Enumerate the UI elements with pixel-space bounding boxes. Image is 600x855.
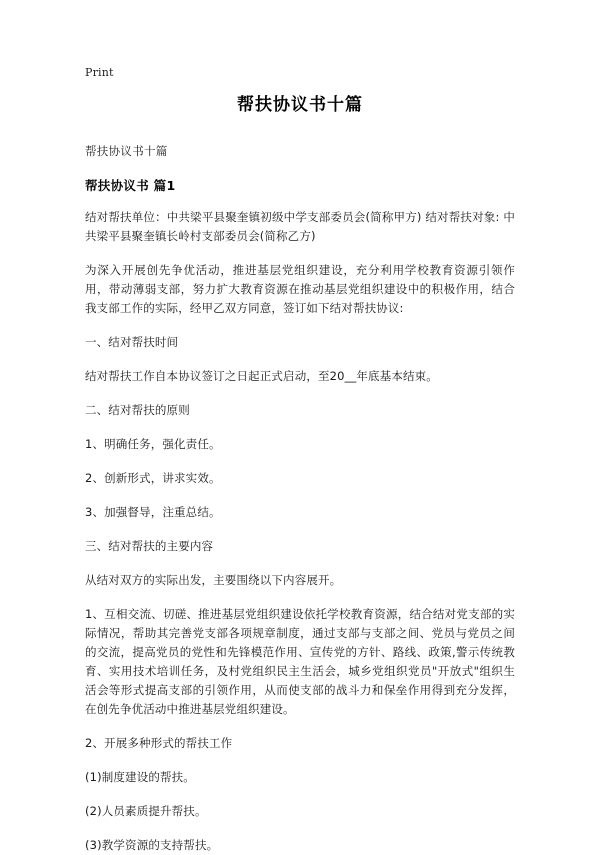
paragraph: 从结对双方的实际出发，主要围绕以下内容展开。: [85, 573, 342, 587]
paragraph: 结对帮扶单位：中共梁平县聚奎镇初级中学支部委员会(简称甲方) 结对帮扶对象: 中共梁平县聚奎镇长岭村支部委员会(简称乙方): [85, 210, 515, 243]
paragraph: 1、明确任务，强化责任。: [85, 437, 221, 451]
paragraph: 2、创新形式，讲求实效。: [85, 471, 221, 485]
print-link[interactable]: Print: [85, 66, 114, 79]
paragraph: 结对帮扶工作自本协议签订之日起正式启动，至20__年底基本结束。: [85, 369, 438, 383]
paragraph: 二、结对帮扶的原则: [85, 403, 190, 417]
paragraph: (2)人员素质提升帮扶。: [85, 804, 207, 818]
paragraph: (3)教学资源的支持帮扶。: [85, 838, 219, 852]
paragraph: (1)制度建设的帮扶。: [85, 770, 195, 784]
paragraph: 3、加强督导，注重总结。: [85, 505, 221, 519]
paragraph: 一、结对帮扶时间: [85, 335, 179, 349]
paragraph: 为深入开展创先争优活动，推进基层党组织建设，充分利用学校教育资源引领作用，带动薄弱支部，努力扩大教育资源在推动基层党组织建设中的积极作用，结合我支部工作的实际，经甲乙双方同意，签订如下结对帮扶协议:: [85, 263, 515, 315]
document-content: [85, 92, 515, 855]
paragraph: 2、开展多种形式的帮扶工作: [85, 736, 233, 750]
paragraph: 1、互相交流、切磋、推进基层党组织建设依托学校教育资源，结合结对党支部的实际情况，帮助其完善党支部各项规章制度，通过支部与支部之间、党员与党员之间的交流，提高党员的党性和先锋模范作用、宣传党的方针、路线、政策,警示传统教育、实用技术培训任务，及村党组织民主生活会，城乡党组织党员"开放式"组织生活会等形式提高支部的引领作用，从而使支部的战斗力和保垒作用得到充分发挥，在创先争优活动中推进基层党组织建设。: [85, 607, 515, 716]
section-heading: 帮扶协议书 篇1: [85, 178, 176, 193]
document-subtitle: 帮扶协议书十篇: [85, 144, 168, 158]
page-title: 帮扶协议书十篇: [237, 95, 363, 115]
paragraph: 三、结对帮扶的主要内容: [85, 539, 214, 553]
